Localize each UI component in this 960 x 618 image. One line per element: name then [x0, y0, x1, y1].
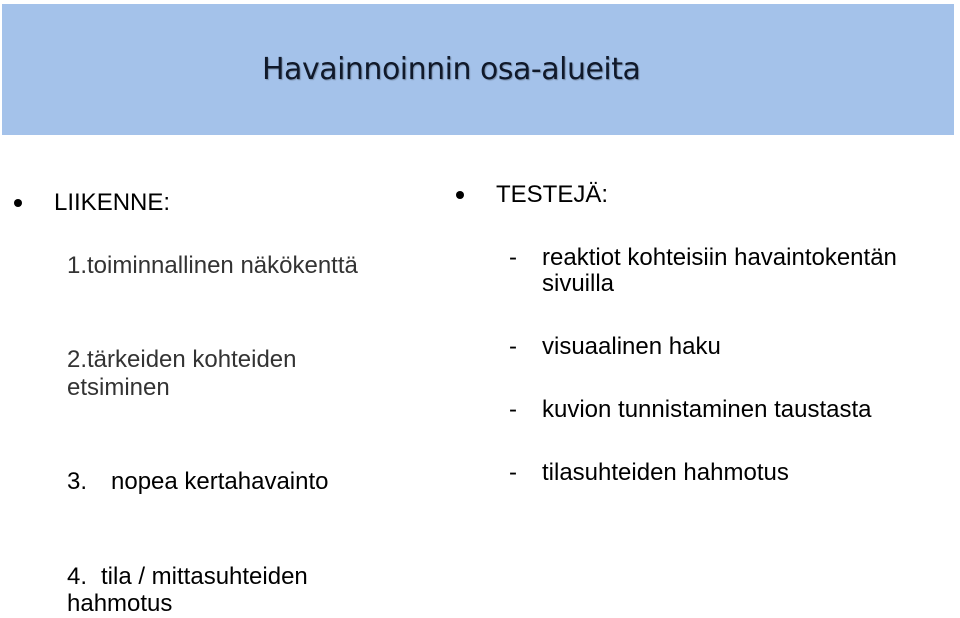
right-item-3: kuvion tunnistaminen taustasta	[542, 396, 872, 423]
right-item-1-line1: reaktiot kohteisiin havaintokentän	[542, 244, 897, 271]
left-item-2-line2: etsiminen	[67, 374, 170, 401]
dash-2: -	[509, 333, 517, 360]
left-item-4-line2: hahmotus	[67, 590, 173, 617]
right-item-4: tilasuhteiden hahmotus	[542, 459, 789, 486]
left-item-3-num: 3.	[67, 468, 88, 495]
left-item-4-text: tila / mittasuhteiden	[101, 563, 308, 590]
right-item-2: visuaalinen haku	[542, 333, 721, 360]
left-heading: LIIKENNE:	[54, 189, 171, 216]
left-item-3-text: nopea kertahavainto	[111, 468, 329, 495]
dash-4: -	[509, 459, 517, 486]
left-item-2-line1: 2.tärkeiden kohteiden	[67, 346, 297, 373]
bullet-left	[14, 199, 22, 207]
dash-1: -	[509, 244, 517, 271]
dash-3: -	[509, 396, 517, 423]
bullet-right	[456, 191, 464, 199]
left-item-4-num: 4.	[67, 563, 88, 590]
right-item-1-line2: sivuilla	[542, 270, 615, 297]
slide-title: Havainnoinnin osa-alueita	[262, 52, 641, 87]
left-item-1: 1.toiminnallinen näkökenttä	[67, 252, 358, 279]
right-heading: TESTEJÄ:	[496, 181, 609, 208]
